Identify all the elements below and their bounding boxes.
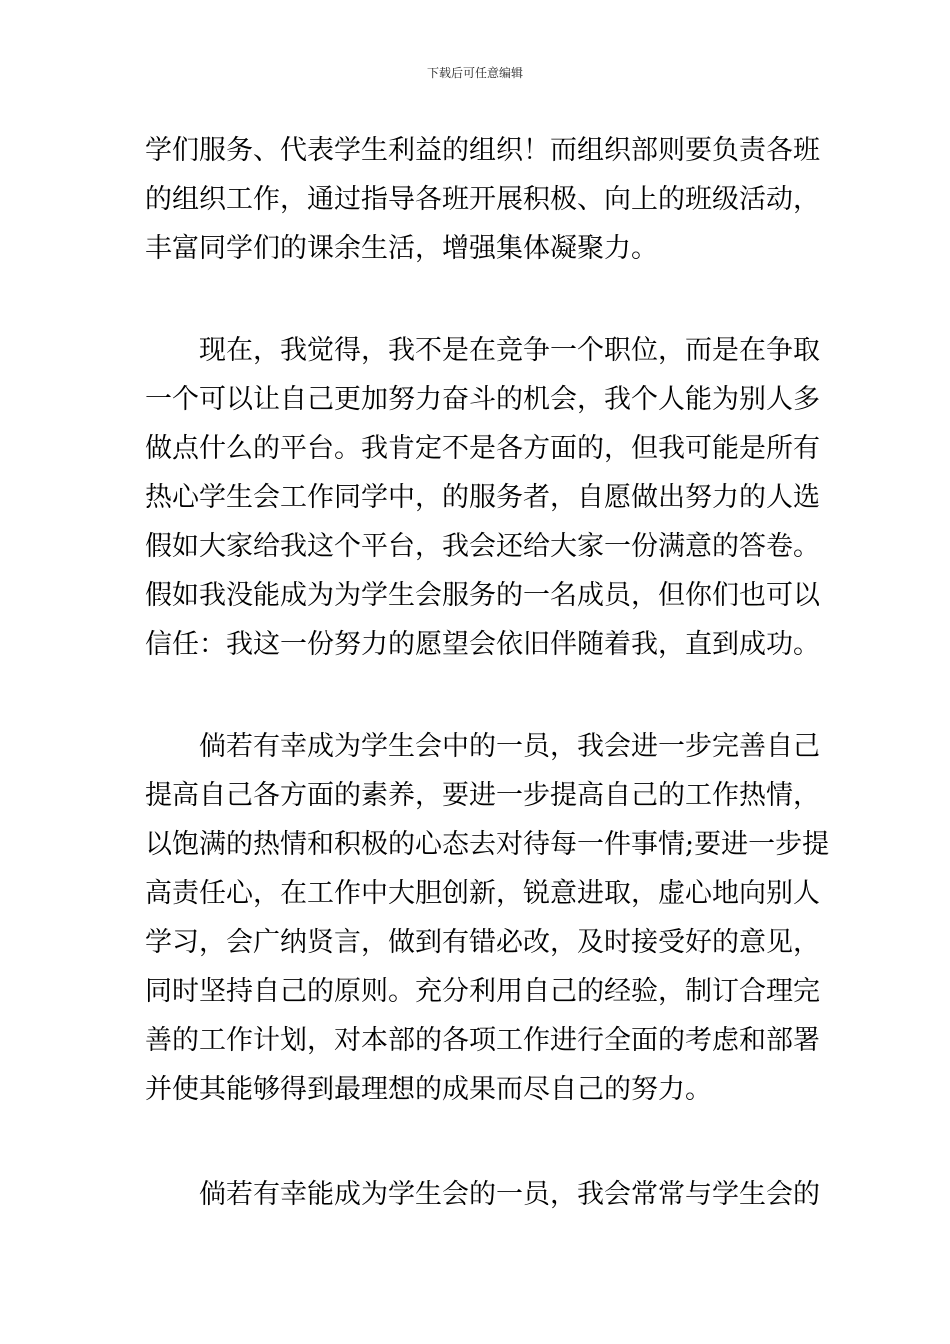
text-line: 学们服务、代表学生利益的组织！而组织部则要负责各班 [145, 135, 820, 166]
text-line: 善的工作计划，对本部的各项工作进行全面的考虑和部署 [145, 1025, 820, 1056]
text-line: 假如大家给我这个平台，我会还给大家一份满意的答卷。 [145, 531, 820, 562]
text-line: 高责任心，在工作中大胆创新，锐意进取，虚心地向别人 [145, 878, 820, 909]
text-line: 丰富同学们的课余生活，增强集体凝聚力。 [145, 233, 658, 264]
text-line: 的组织工作，通过指导各班开展积极、向上的班级活动， [145, 184, 820, 215]
text-line: 一个可以让自己更加努力奋斗的机会，我个人能为别人多 [145, 384, 820, 415]
text-line: 现在，我觉得，我不是在竞争一个职位，而是在争取 [145, 335, 820, 366]
text-line: 同时坚持自己的原则。充分利用自己的经验，制订合理完 [145, 976, 820, 1007]
text-line: 假如我没能成为为学生会服务的一名成员，但你们也可以 [145, 580, 820, 611]
text-line: 并使其能够得到最理想的成果而尽自己的努力。 [145, 1074, 712, 1105]
text-line: 倘若有幸能成为学生会的一员，我会常常与学生会的 [145, 1179, 820, 1210]
text-line: 做点什么的平台。我肯定不是各方面的，但我可能是所有 [145, 433, 820, 464]
text-line: 热心学生会工作同学中，的服务者，自愿做出努力的人选 [145, 482, 820, 513]
text-line: 提高自己各方面的素养，要进一步提高自己的工作热情， [145, 780, 820, 811]
page-header: 下载后可任意编辑 [426, 66, 523, 80]
text-line: 倘若有幸成为学生会中的一员，我会进一步完善自己 [145, 731, 820, 762]
paragraph-3 [145, 722, 830, 1114]
text-line: 信任：我这一份努力的愿望会依旧伴随着我，直到成功。 [145, 629, 820, 660]
text-line: 以饱满的热情和积极的心态去对待每一件事情;要进一步提 [145, 829, 830, 860]
paragraph-4 [145, 1170, 820, 1219]
paragraph-2 [145, 326, 820, 669]
text-line: 学习，会广纳贤言，做到有错必改，及时接受好的意见， [145, 927, 820, 958]
paragraph-1 [145, 126, 820, 273]
